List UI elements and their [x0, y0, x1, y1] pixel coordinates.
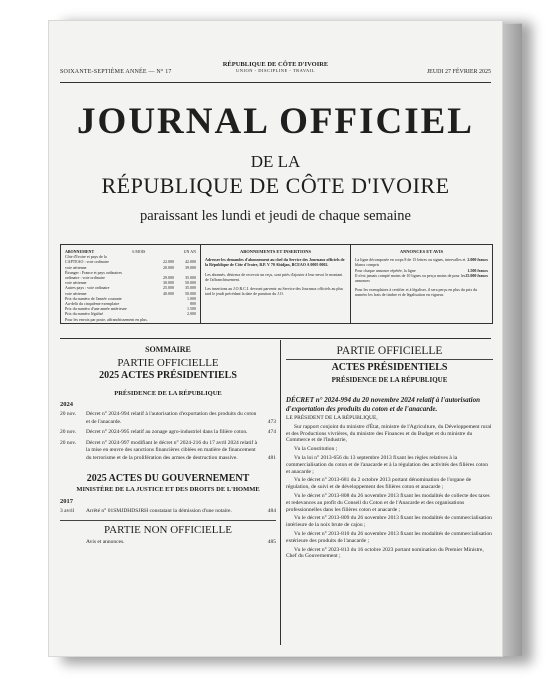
subscription-row-unan: 42.000: [185, 259, 196, 265]
subscription-row-unan: 39.000: [185, 264, 196, 270]
annonces-p3: Il n'est jamais compté moins de 10 lignes ou perçu moins de pour les annonces: [355, 272, 466, 284]
subscription-row-label: voie aérienne: [65, 264, 87, 270]
subscription-row-6mois: 20.000: [163, 264, 174, 270]
entry-page: 481: [267, 454, 276, 461]
article-paragraph: Vu la loi n° 2013-656 du 13 septembre 2013 fixant les règles relatives à la commercialisation du coton et de l'anacarde et à la régulation des activités des filières coton et anacarde ;: [286, 454, 488, 475]
article-paragraph: LE PRÉSIDENT DE LA RÉPUBLIQUE,: [286, 415, 378, 421]
insertions-column: [201, 245, 351, 323]
article-actes: ACTES PRÉSIDENTIELS: [286, 359, 493, 373]
entry-page: 474: [267, 429, 276, 436]
sommaire-actes: 2025 ACTES PRÉSIDENTIELS: [99, 370, 237, 381]
header-center: [223, 61, 329, 73]
insertions-p1: Adresser les demandes d'abonnement au chef du Service des Journaux officiels de la République de Côte d'Ivoire, B.P. V 70 Abidjan, BCEAO A 0005 0002.: [205, 257, 345, 268]
entry-page: 484: [267, 507, 276, 514]
subscription-row-label: Prix du numéro légalisé: [65, 311, 104, 317]
subscription-row: [65, 317, 196, 322]
sommaire-year-2024: 2024: [60, 401, 73, 408]
sommaire-heading: SOMMAIRE: [145, 345, 191, 354]
sommaire-year-2017: 2017: [60, 497, 73, 505]
sommaire-partie: PARTIE OFFICIELLE: [117, 357, 219, 369]
sommaire-entries-ministere: [60, 508, 276, 516]
insertions-heading: ABONNEMENTS ET INSERTIONS: [239, 249, 312, 254]
top-header: [48, 61, 503, 81]
header-republic: RÉPUBLIQUE DE CÔTE D'IVOIRE: [222, 61, 329, 68]
info-box: [60, 244, 493, 324]
sommaire-entries-non-officielle: [60, 539, 276, 547]
insertions-p3: Les insertions au J.O.R.C.I. devront parvenir au Service des Journaux officiels au plus tard le jeudi précédant la date de parution du J.O.: [205, 286, 344, 297]
article-decret-title: DÉCRET n° 2024-994 du 20 novembre 2024 relatif à l'autorisation d'exportation des produits du coton et de l'anacarde.: [286, 396, 480, 413]
article-paragraph: Sur rapport conjoint du ministre d'État, ministre de l'Agriculture, du Développement rural et des Productions vivrières, du ministre des Finances et du Budget et du ministre du Commerce et de l'Industrie,: [286, 423, 492, 444]
annonces-p1: La ligne décomposée en corps 8 de 15 lettres ou signes, intervalles et blancs compris: [355, 257, 466, 268]
annonces-heading: ANNONCES ET AVIS: [399, 249, 444, 254]
sommaire-non-officielle: PARTIE NON OFFICIELLE: [60, 520, 276, 536]
annonces-price1: 2.000 francs: [467, 257, 488, 263]
sommaire-gouvernement: 2025 ACTES DU GOUVERNEMENT: [86, 472, 250, 484]
entry-text: Décret n° 2024-997 modifiant le décret n° 2024-216 du 17 avril 2024 relatif à la mise en œuvre des sanctions financières ciblées en matière de financement du terrorisme et de la prolifération des armes de destruction massive.: [86, 439, 258, 461]
entry-date: [60, 539, 86, 547]
entry-page: 473: [267, 418, 276, 425]
sommaire-entries-presidence: [60, 411, 276, 463]
annonces-p2: Pour chaque annonce répétée, la ligne: [355, 267, 416, 273]
entry-date: 20 nov.: [60, 439, 77, 446]
subscription-row-6mois: 29.000: [163, 275, 174, 281]
sommaire-entry: [60, 508, 276, 516]
entry-date: 20 nov.: [60, 411, 77, 417]
subscription-header: ABONNEMENT 6 MOIS UN AN: [65, 249, 196, 254]
subscription-row-label: ordinaire : voie ordinaire: [65, 275, 105, 281]
masthead-frequency: paraissant les lundi et jeudi de chaque semaine: [140, 208, 411, 224]
article-paragraph: Vu la Constitution ;: [294, 446, 338, 453]
subscription-row-unan: 2.000: [187, 311, 196, 317]
article-paragraph: Vu le décret n° 2023-813 du 16 octobre 2023 portant nomination du Premier Ministre, Chef du Gouvernement ;: [286, 546, 484, 560]
article-body: [286, 415, 493, 560]
header-rule: [60, 82, 491, 83]
subscription-row-label: Prix du numéro d'une année antérieure: [65, 306, 127, 312]
subscription-row-6mois: 30.000: [163, 280, 174, 286]
annonces-price2: 1.500 francs: [467, 267, 488, 273]
entry-page: 485: [267, 539, 276, 546]
annonces-price3: 25.000 francs: [465, 272, 488, 278]
subscription-row-unan: 800: [190, 301, 196, 307]
subscription-row-label: Étranger : France et pays ordinaires: [65, 269, 122, 275]
article-column: [286, 345, 493, 560]
header-motto: UNION - DISCIPLINE - TRAVAIL: [235, 68, 315, 73]
subscription-row-label: CAPTEAO : voie ordinaire: [65, 259, 109, 265]
subscription-row-6mois: 40.000: [163, 290, 174, 296]
insertions-p2: Les abonnés, désireux de recevoir un reçu, sont priés d'ajouter à leur envoi le montant de l'affranchissement.: [205, 271, 343, 282]
entry-text: Décret n° 2024-995 relatif au zonage agro-industriel dans la filière coton.: [86, 429, 248, 436]
entry-text: Arrêté n° 01SMJDHDSJRH constatant la démission d'une notaire.: [86, 507, 232, 514]
subscription-column: [61, 245, 201, 323]
subscription-row-unan: 1.500: [187, 306, 196, 312]
masthead-title: JOURNAL OFFICIEL: [77, 101, 474, 142]
subscription-row-label: Côte d'Ivoire et pays de la: [65, 254, 107, 260]
sommaire-entry: [60, 440, 276, 463]
annonces-p4: Pour les exemplaires à certifier et à légaliser, il sera perçu en plus du prix du numéro les frais de timbre et de légalisation en vigueur.: [355, 287, 478, 298]
sommaire-entry: [60, 429, 276, 437]
entry-text: Avis et annonces.: [86, 539, 125, 546]
column-divider: [280, 340, 281, 645]
article-paragraph: Vu le décret n° 2013-808 du 26 novembre 2013 fixant les modalités de collecte des taxes et redevances au profit du Conseil du Coton et de l'Anacarde et des organisations professionnelles dans les filières coton et anacarde ;: [286, 492, 490, 513]
issue-number: SOIXANTE-SEPTIÈME ANNÉE — N° 17: [60, 69, 172, 75]
subscription-row-unan: 1.000: [187, 295, 196, 301]
article-paragraph: Vu le décret n° 2013-681 du 2 octobre 2013 portant dénomination de l'organe de régulation, de suivi et de développement des filières coton et anacarde ;: [286, 477, 472, 491]
sommaire-ministere: MINISTÈRE DE LA JUSTICE ET DES DROITS DE L'HOMME: [76, 485, 260, 493]
subscription-row-unan: 50.000: [185, 280, 196, 286]
annonces-column: [351, 245, 492, 323]
subscription-row-label: voie aérienne: [65, 290, 87, 296]
entry-date: 3 avril: [60, 507, 75, 514]
sommaire-entry: [60, 411, 276, 426]
subscription-rows: [65, 254, 196, 322]
entry-date: 20 nov.: [60, 429, 77, 436]
newspaper-page: [48, 20, 503, 657]
subscription-row-6mois: 25.000: [163, 285, 174, 291]
subscription-row-prices: [152, 317, 196, 322]
sommaire-column: [60, 345, 276, 547]
sommaire-entry: [60, 539, 276, 547]
subscription-row-unan: 50.000: [185, 290, 196, 296]
section-rule: [60, 338, 491, 339]
masthead-de-la: DE LA: [250, 152, 301, 171]
subscription-row-label: Au-delà du cinquième exemplaire: [65, 301, 120, 307]
issue-date: JEUDI 27 FÉVRIER 2025: [426, 69, 491, 75]
subscription-row-label: voie aérienne: [65, 280, 87, 286]
article-presidence: PRÉSIDENCE DE LA RÉPUBLIQUE: [331, 376, 448, 384]
sommaire-presidence: PRÉSIDENCE DE LA RÉPUBLIQUE: [114, 390, 222, 397]
subscription-row-label: Autres pays : voie ordinaire: [65, 285, 110, 291]
subscription-row-unan: 35.000: [185, 275, 196, 281]
subscription-row-6mois: 22.000: [163, 259, 174, 265]
subscription-row-label: Prix du numéro de l'année courante: [65, 295, 122, 301]
masthead-republic: RÉPUBLIQUE DE CÔTE D'IVOIRE: [101, 173, 450, 198]
subscription-row-unan: 35.000: [185, 285, 196, 291]
subscription-row-label: Pour les envois par poste, affranchissement en plus.: [65, 316, 148, 322]
article-paragraph: Vu le décret n° 2013-809 du 26 novembre 2013 fixant les modalités de commercialisation intérieure de la noix brute de cajou ;: [286, 515, 492, 529]
article-partie: PARTIE OFFICIELLE: [336, 345, 443, 357]
entry-text: Décret n° 2024-994 relatif à l'autorisation d'exportation des produits du coton et de l'anacarde.: [86, 411, 257, 425]
article-paragraph: Vu le décret n° 2013-810 du 26 novembre 2013 fixant les modalités de commercialisation extérieure des produits de l'anacarde ;: [286, 530, 492, 544]
